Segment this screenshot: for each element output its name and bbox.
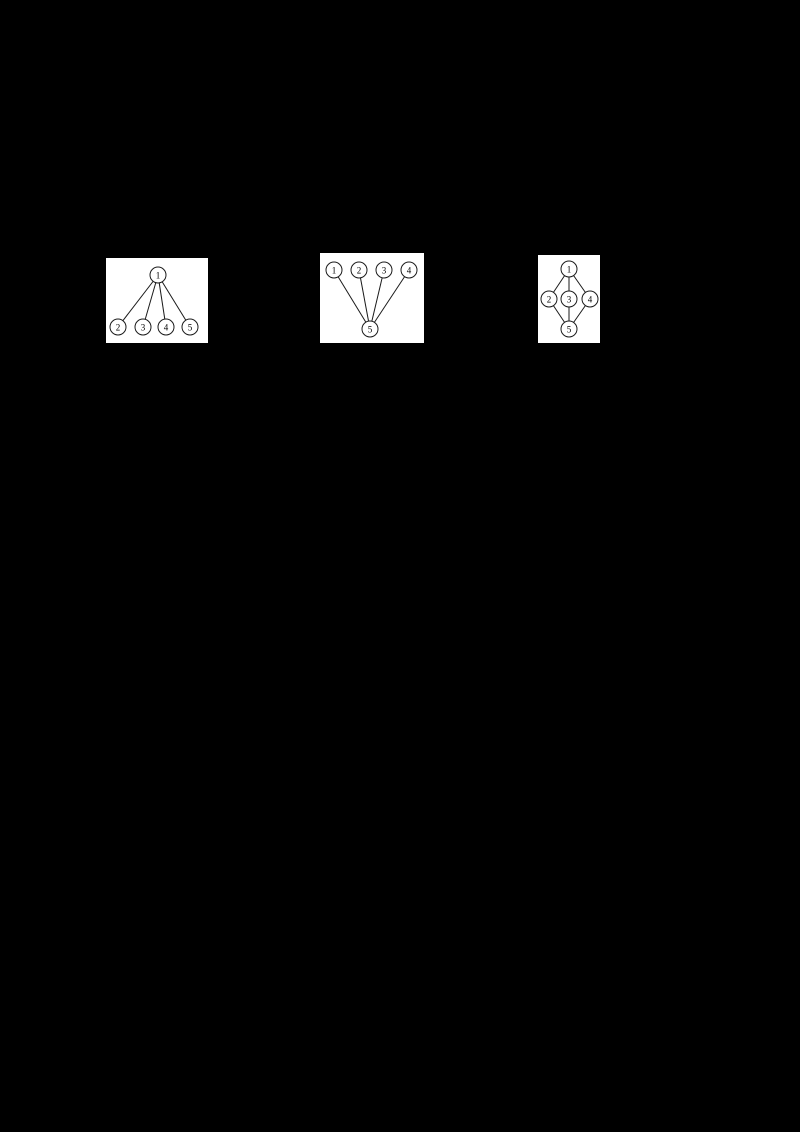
- node-label: 2: [115, 322, 121, 333]
- graph-node: [376, 262, 392, 278]
- graph-node: [110, 319, 126, 335]
- node-label: 2: [546, 294, 552, 305]
- node-label: 3: [381, 265, 387, 276]
- graph-node: [561, 321, 577, 337]
- node-label: 5: [566, 324, 572, 335]
- node-label: 5: [187, 322, 193, 333]
- graph-node: [182, 319, 198, 335]
- node-label: 4: [587, 294, 593, 305]
- star-graph-center-top: [106, 258, 208, 343]
- node-label: 1: [155, 270, 161, 281]
- node-label: 3: [140, 322, 146, 333]
- graph-node: [135, 319, 151, 335]
- star-graph-center-top-svg: [106, 258, 208, 343]
- node-label: 4: [406, 265, 412, 276]
- graph-node: [150, 267, 166, 283]
- graph-edge: [118, 275, 158, 327]
- node-label: 2: [356, 265, 362, 276]
- graph-node: [401, 262, 417, 278]
- graph-node: [541, 291, 557, 307]
- node-label: 1: [331, 265, 337, 276]
- node-label: 1: [566, 264, 572, 275]
- graph-node: [561, 261, 577, 277]
- graph-node: [362, 321, 378, 337]
- graph-edge: [370, 270, 384, 329]
- graph-node: [561, 291, 577, 307]
- star-graph-center-bottom-svg: [320, 253, 424, 343]
- graph-node: [351, 262, 367, 278]
- node-label: 5: [367, 324, 373, 335]
- diamond-graph: [538, 255, 600, 343]
- node-label: 3: [566, 294, 572, 305]
- graph-node: [326, 262, 342, 278]
- diamond-graph-svg: [538, 255, 600, 343]
- graph-node: [158, 319, 174, 335]
- node-label: 4: [163, 322, 169, 333]
- graph-node: [582, 291, 598, 307]
- star-graph-center-bottom: [320, 253, 424, 343]
- graph-edge: [370, 270, 409, 329]
